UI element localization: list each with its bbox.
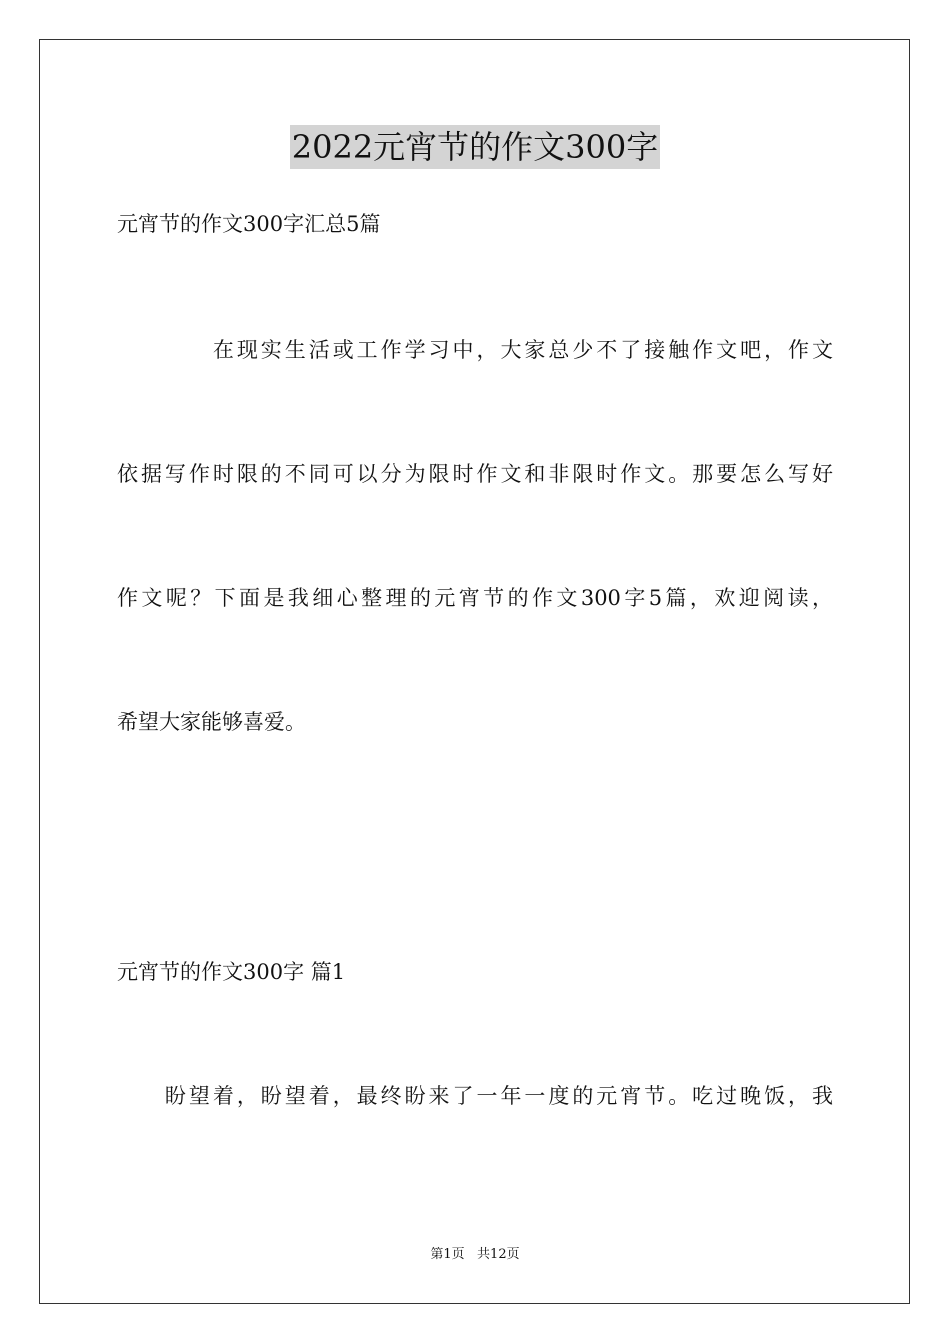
section-heading: 元宵节的作文300字 篇1 <box>117 960 346 984</box>
document-title: 2022元宵节的作文300字 <box>290 125 661 169</box>
document-subtitle: 元宵节的作文300字汇总5篇 <box>117 212 381 236</box>
title-container <box>0 125 950 169</box>
intro-line-2: 依据写作时限的不同可以分为限时作文和非限时作文。那要怎么写好 <box>117 462 833 486</box>
section-line-1: 盼望着，盼望着，最终盼来了一年一度的元宵节。吃过晚饭，我 <box>117 1084 833 1108</box>
intro-line-3: 作文呢？下面是我细心整理的元宵节的作文300字5篇，欢迎阅读， <box>117 586 833 610</box>
intro-line-4: 希望大家能够喜爱。 <box>117 710 306 734</box>
intro-line-1: 在现实生活或工作学习中，大家总少不了接触作文吧，作文 <box>117 338 833 362</box>
page-footer: 第1页 共12页 <box>430 1247 520 1262</box>
